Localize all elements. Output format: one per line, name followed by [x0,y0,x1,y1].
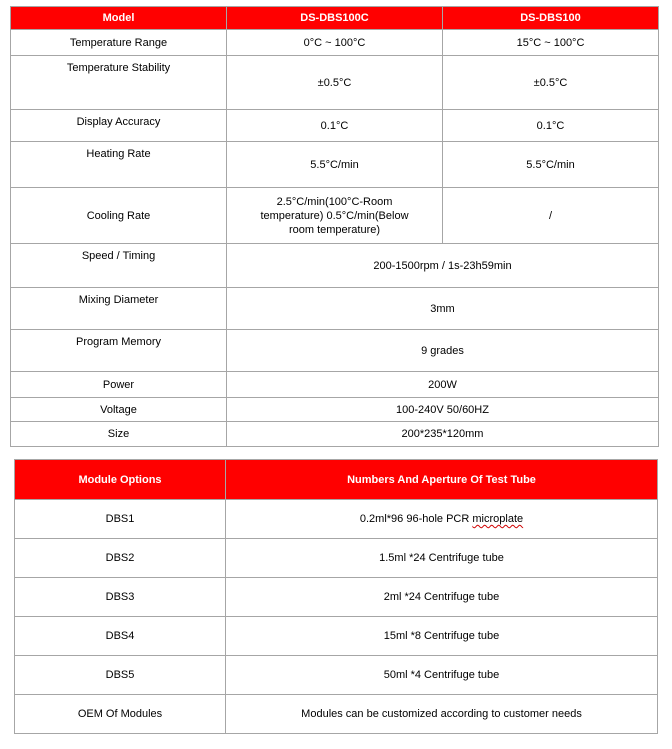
table-row [15,578,658,617]
module-header-tubes: Numbers And Aperture Of Test Tube [226,460,658,500]
table-row [15,617,658,656]
row-label: Mixing Diameter [11,288,227,330]
table-row [11,372,659,398]
row-value: 3mm [227,288,659,330]
table-row [11,188,659,244]
table-row [11,142,659,188]
module-name: DBS5 [15,656,226,695]
table-row [11,110,659,142]
row-label: Cooling Rate [11,188,227,244]
module-header-row [15,460,658,500]
table-row [11,244,659,288]
row-value: 200*235*120mm [227,422,659,447]
row-value: 0.1°C [227,110,443,142]
row-value: ±0.5°C [443,56,659,110]
row-label: Program Memory [11,330,227,372]
table-row [11,422,659,447]
spec-header-ds-dbs100c: DS-DBS100C [227,7,443,30]
table-row [15,656,658,695]
module-desc [226,500,658,539]
module-name: DBS3 [15,578,226,617]
spec-header-model: Model [11,7,227,30]
row-value: / [443,188,659,244]
spec-table [10,6,659,447]
spec-header-ds-dbs100: DS-DBS100 [443,7,659,30]
table-row [11,398,659,422]
module-desc: Modules can be customized according to customer needs [226,695,658,734]
table-row [11,30,659,56]
module-desc-text: 0.2ml*96 96-hole PCR [359,513,473,525]
row-value: 15°C ~ 100°C [443,30,659,56]
row-label: Speed / Timing [11,244,227,288]
module-name: DBS2 [15,539,226,578]
row-label: Power [11,372,227,398]
row-value: 5.5°C/min [227,142,443,188]
row-label: Voltage [11,398,227,422]
module-name: OEM Of Modules [15,695,226,734]
table-row [15,500,658,539]
module-desc: 50ml *4 Centrifuge tube [226,656,658,695]
table-row [11,56,659,110]
module-desc: 15ml *8 Centrifuge tube [226,617,658,656]
module-desc: 2ml *24 Centrifuge tube [226,578,658,617]
row-label: Size [11,422,227,447]
table-row [11,288,659,330]
module-name: DBS1 [15,500,226,539]
table-row [15,695,658,734]
row-value: 5.5°C/min [443,142,659,188]
spellcheck-underlined-word: microplate [472,513,524,525]
row-label: Display Accuracy [11,110,227,142]
row-value: 0.1°C [443,110,659,142]
module-desc: 1.5ml *24 Centrifuge tube [226,539,658,578]
module-name: DBS4 [15,617,226,656]
row-value: 2.5°C/min(100°C-Room temperature) 0.5°C/min(Below room temperature) [227,188,443,244]
table-row [11,330,659,372]
row-label: Temperature Stability [11,56,227,110]
module-header-options: Module Options [15,460,226,500]
row-value: 0°C ~ 100°C [227,30,443,56]
table-row [15,539,658,578]
row-label: Temperature Range [11,30,227,56]
module-table [14,459,658,734]
row-value: ±0.5°C [227,56,443,110]
spec-header-row [11,7,659,30]
row-value: 100-240V 50/60HZ [227,398,659,422]
row-value: 200-1500rpm / 1s-23h59min [227,244,659,288]
row-value: 200W [227,372,659,398]
row-label: Heating Rate [11,142,227,188]
row-value: 9 grades [227,330,659,372]
